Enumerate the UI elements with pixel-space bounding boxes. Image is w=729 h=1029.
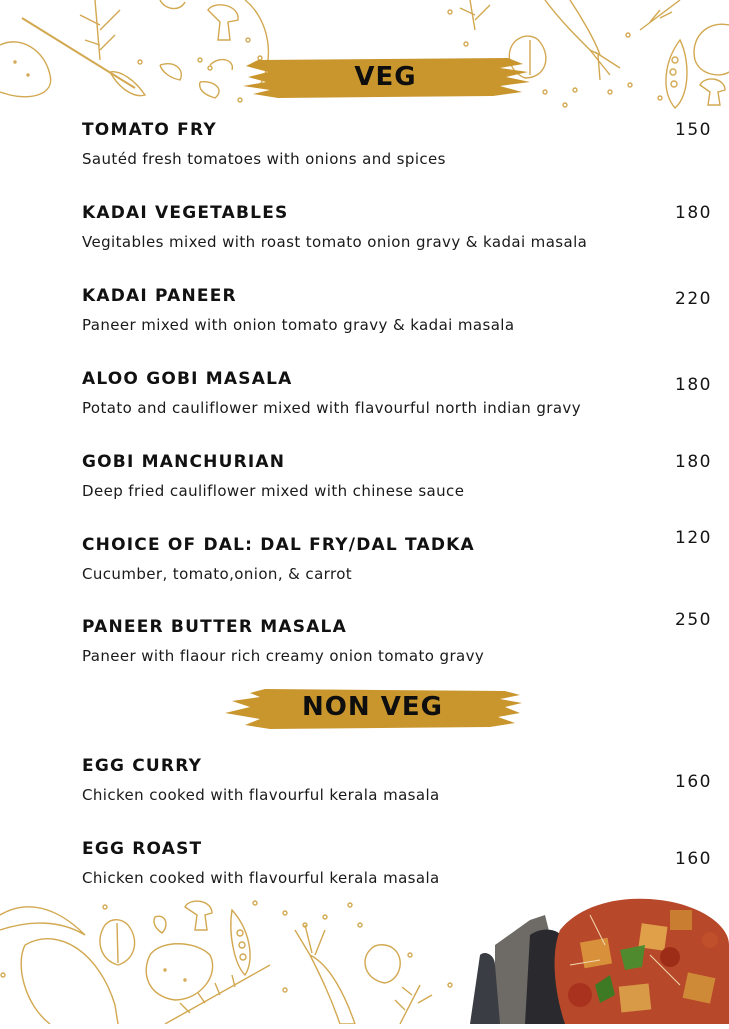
item-price: 220 — [675, 289, 712, 309]
item-price: 180 — [675, 203, 712, 223]
item-price: 180 — [675, 452, 712, 472]
bottom-vegetable-doodles — [0, 895, 480, 1024]
item-description: Cucumber, tomato,onion, & carrot — [82, 565, 353, 583]
item-description: Chicken cooked with flavourful kerala masala — [82, 786, 440, 804]
item-description: Potato and cauliflower mixed with flavourful north indian gravy — [82, 399, 581, 417]
item-description: Paneer with flaour rich creamy onion tomato gravy — [82, 647, 485, 665]
item-description: Vegitables mixed with roast tomato onion gravy & kadai masala — [82, 233, 588, 251]
item-description: Deep fried cauliflower mixed with chinese sauce — [82, 482, 465, 500]
paneer-dish-photo — [470, 895, 729, 1024]
item-price: 180 — [675, 375, 712, 395]
section-banner-non-veg — [220, 683, 525, 731]
item-name: PANEER BUTTER MASALA — [82, 617, 347, 637]
item-name: KADAI PANEER — [82, 286, 237, 306]
item-description: Paneer mixed with onion tomato gravy & kadai masala — [82, 316, 515, 334]
item-price: 160 — [675, 772, 712, 792]
item-name: EGG ROAST — [82, 839, 203, 859]
item-price: 160 — [675, 849, 712, 869]
section-banner-veg — [238, 52, 533, 102]
section-title-veg: VEG — [354, 62, 417, 92]
item-description: Chicken cooked with flavourful kerala masala — [82, 869, 440, 887]
item-name: EGG CURRY — [82, 756, 203, 776]
item-name: GOBI MANCHURIAN — [82, 452, 286, 472]
item-price: 250 — [675, 610, 712, 630]
item-price: 150 — [675, 120, 712, 140]
item-name: KADAI VEGETABLES — [82, 203, 289, 223]
section-title-non-veg: NON VEG — [302, 692, 443, 722]
item-name: TOMATO FRY — [82, 120, 217, 140]
item-description: Sautéd fresh tomatoes with onions and spices — [82, 150, 446, 168]
item-name: ALOO GOBI MASALA — [82, 369, 293, 389]
item-price: 120 — [675, 528, 712, 548]
item-name: CHOICE OF DAL: DAL FRY/DAL TADKA — [82, 535, 475, 555]
